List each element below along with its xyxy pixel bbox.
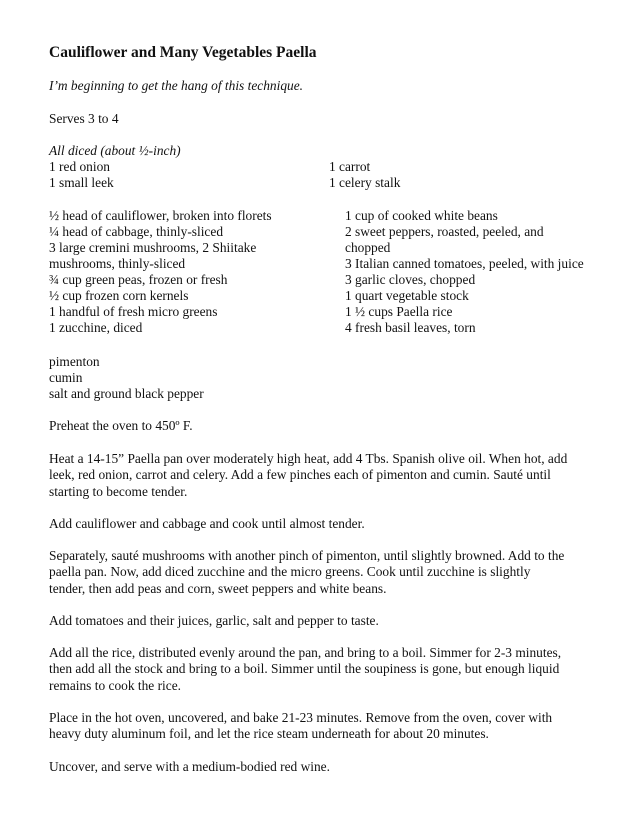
- step-paragraph: [49, 548, 609, 597]
- step-paragraph: [49, 516, 609, 532]
- ingredient: 1 small leek: [49, 175, 114, 190]
- ingredient: 3 Italian canned tomatoes, peeled, with juice: [345, 256, 584, 271]
- step-line: Heat a 14-15” Paella pan over moderately high heat, add 4 Tbs. Spanish olive oil. When hot, add: [49, 451, 568, 466]
- step-paragraph: [49, 613, 609, 629]
- ingredient: 4 fresh basil leaves, torn: [345, 320, 476, 335]
- ingredient: 1 zucchine, diced: [49, 320, 143, 335]
- step-paragraph: [49, 645, 609, 694]
- ingredient: ¾ cup green peas, frozen or fresh: [49, 272, 228, 287]
- step-line: leek, red onion, carrot and celery. Add a few pinches each of pimenton and cumin. Sauté until: [49, 467, 551, 483]
- step-line: remains to cook the rice.: [49, 677, 181, 693]
- servings: Serves 3 to 4: [49, 111, 119, 126]
- step-line: Place in the hot oven, uncovered, and bake 21-23 minutes. Remove from the oven, cover with: [49, 710, 553, 725]
- ingredient: 1 ½ cups Paella rice: [345, 304, 453, 319]
- step-line: Separately, sauté mushrooms with another pinch of pimenton, until slightly browned. Add to the: [49, 548, 565, 563]
- ingredient: ¼ head of cabbage, thinly-sliced: [49, 224, 224, 239]
- spice: pimenton: [49, 354, 100, 369]
- step-paragraph: [49, 710, 609, 743]
- step-paragraph: [49, 418, 609, 434]
- step-line: tender, then add peas and corn, sweet peppers and white beans.: [49, 580, 387, 596]
- step-line: Uncover, and serve with a medium-bodied red wine.: [49, 759, 330, 774]
- step-line: starting to become tender.: [49, 483, 188, 499]
- spice: salt and ground black pepper: [49, 386, 204, 401]
- ingredient: 1 carrot: [329, 159, 371, 174]
- step-line: Add cauliflower and cabbage and cook until almost tender.: [49, 516, 365, 531]
- ingredient: 1 quart vegetable stock: [345, 288, 469, 303]
- step-line: paella pan. Now, add diced zucchine and the micro greens. Cook until zucchine is slightly: [49, 564, 531, 580]
- step-line: heavy duty aluminum foil, and let the rice steam underneath for about 20 minutes.: [49, 726, 489, 742]
- ingredient: ½ head of cauliflower, broken into florets: [49, 208, 272, 223]
- ingredient: 1 celery stalk: [329, 175, 401, 190]
- step-line: Preheat the oven to 450º F.: [49, 418, 193, 433]
- ingredient: mushrooms, thinly-sliced: [49, 256, 186, 271]
- step-paragraph: [49, 759, 609, 775]
- spice: cumin: [49, 370, 83, 385]
- ingredient: 1 red onion: [49, 159, 110, 174]
- ingredient: ½ cup frozen corn kernels: [49, 288, 189, 303]
- recipe-subtitle: I’m beginning to get the hang of this technique.: [49, 78, 304, 93]
- step-paragraph: [49, 451, 609, 500]
- step-line: then add all the stock and bring to a boil. Simmer until the soupiness is gone, but enough liquid: [49, 661, 560, 677]
- ingredient: 1 handful of fresh micro greens: [49, 304, 218, 319]
- diced-note: All diced (about ½-inch): [49, 143, 181, 158]
- step-line: Add all the rice, distributed evenly around the pan, and bring to a boil. Simmer for 2-3 minutes,: [49, 645, 562, 660]
- recipe-title: Cauliflower and Many Vegetables Paella: [49, 44, 317, 61]
- ingredient: 1 cup of cooked white beans: [345, 208, 498, 223]
- ingredient: 3 large cremini mushrooms, 2 Shiitake: [49, 240, 257, 255]
- step-line: Add tomatoes and their juices, garlic, salt and pepper to taste.: [49, 613, 379, 628]
- ingredient: 3 garlic cloves, chopped: [345, 272, 476, 287]
- ingredient: 2 sweet peppers, roasted, peeled, and: [345, 224, 544, 239]
- ingredient: chopped: [345, 240, 391, 255]
